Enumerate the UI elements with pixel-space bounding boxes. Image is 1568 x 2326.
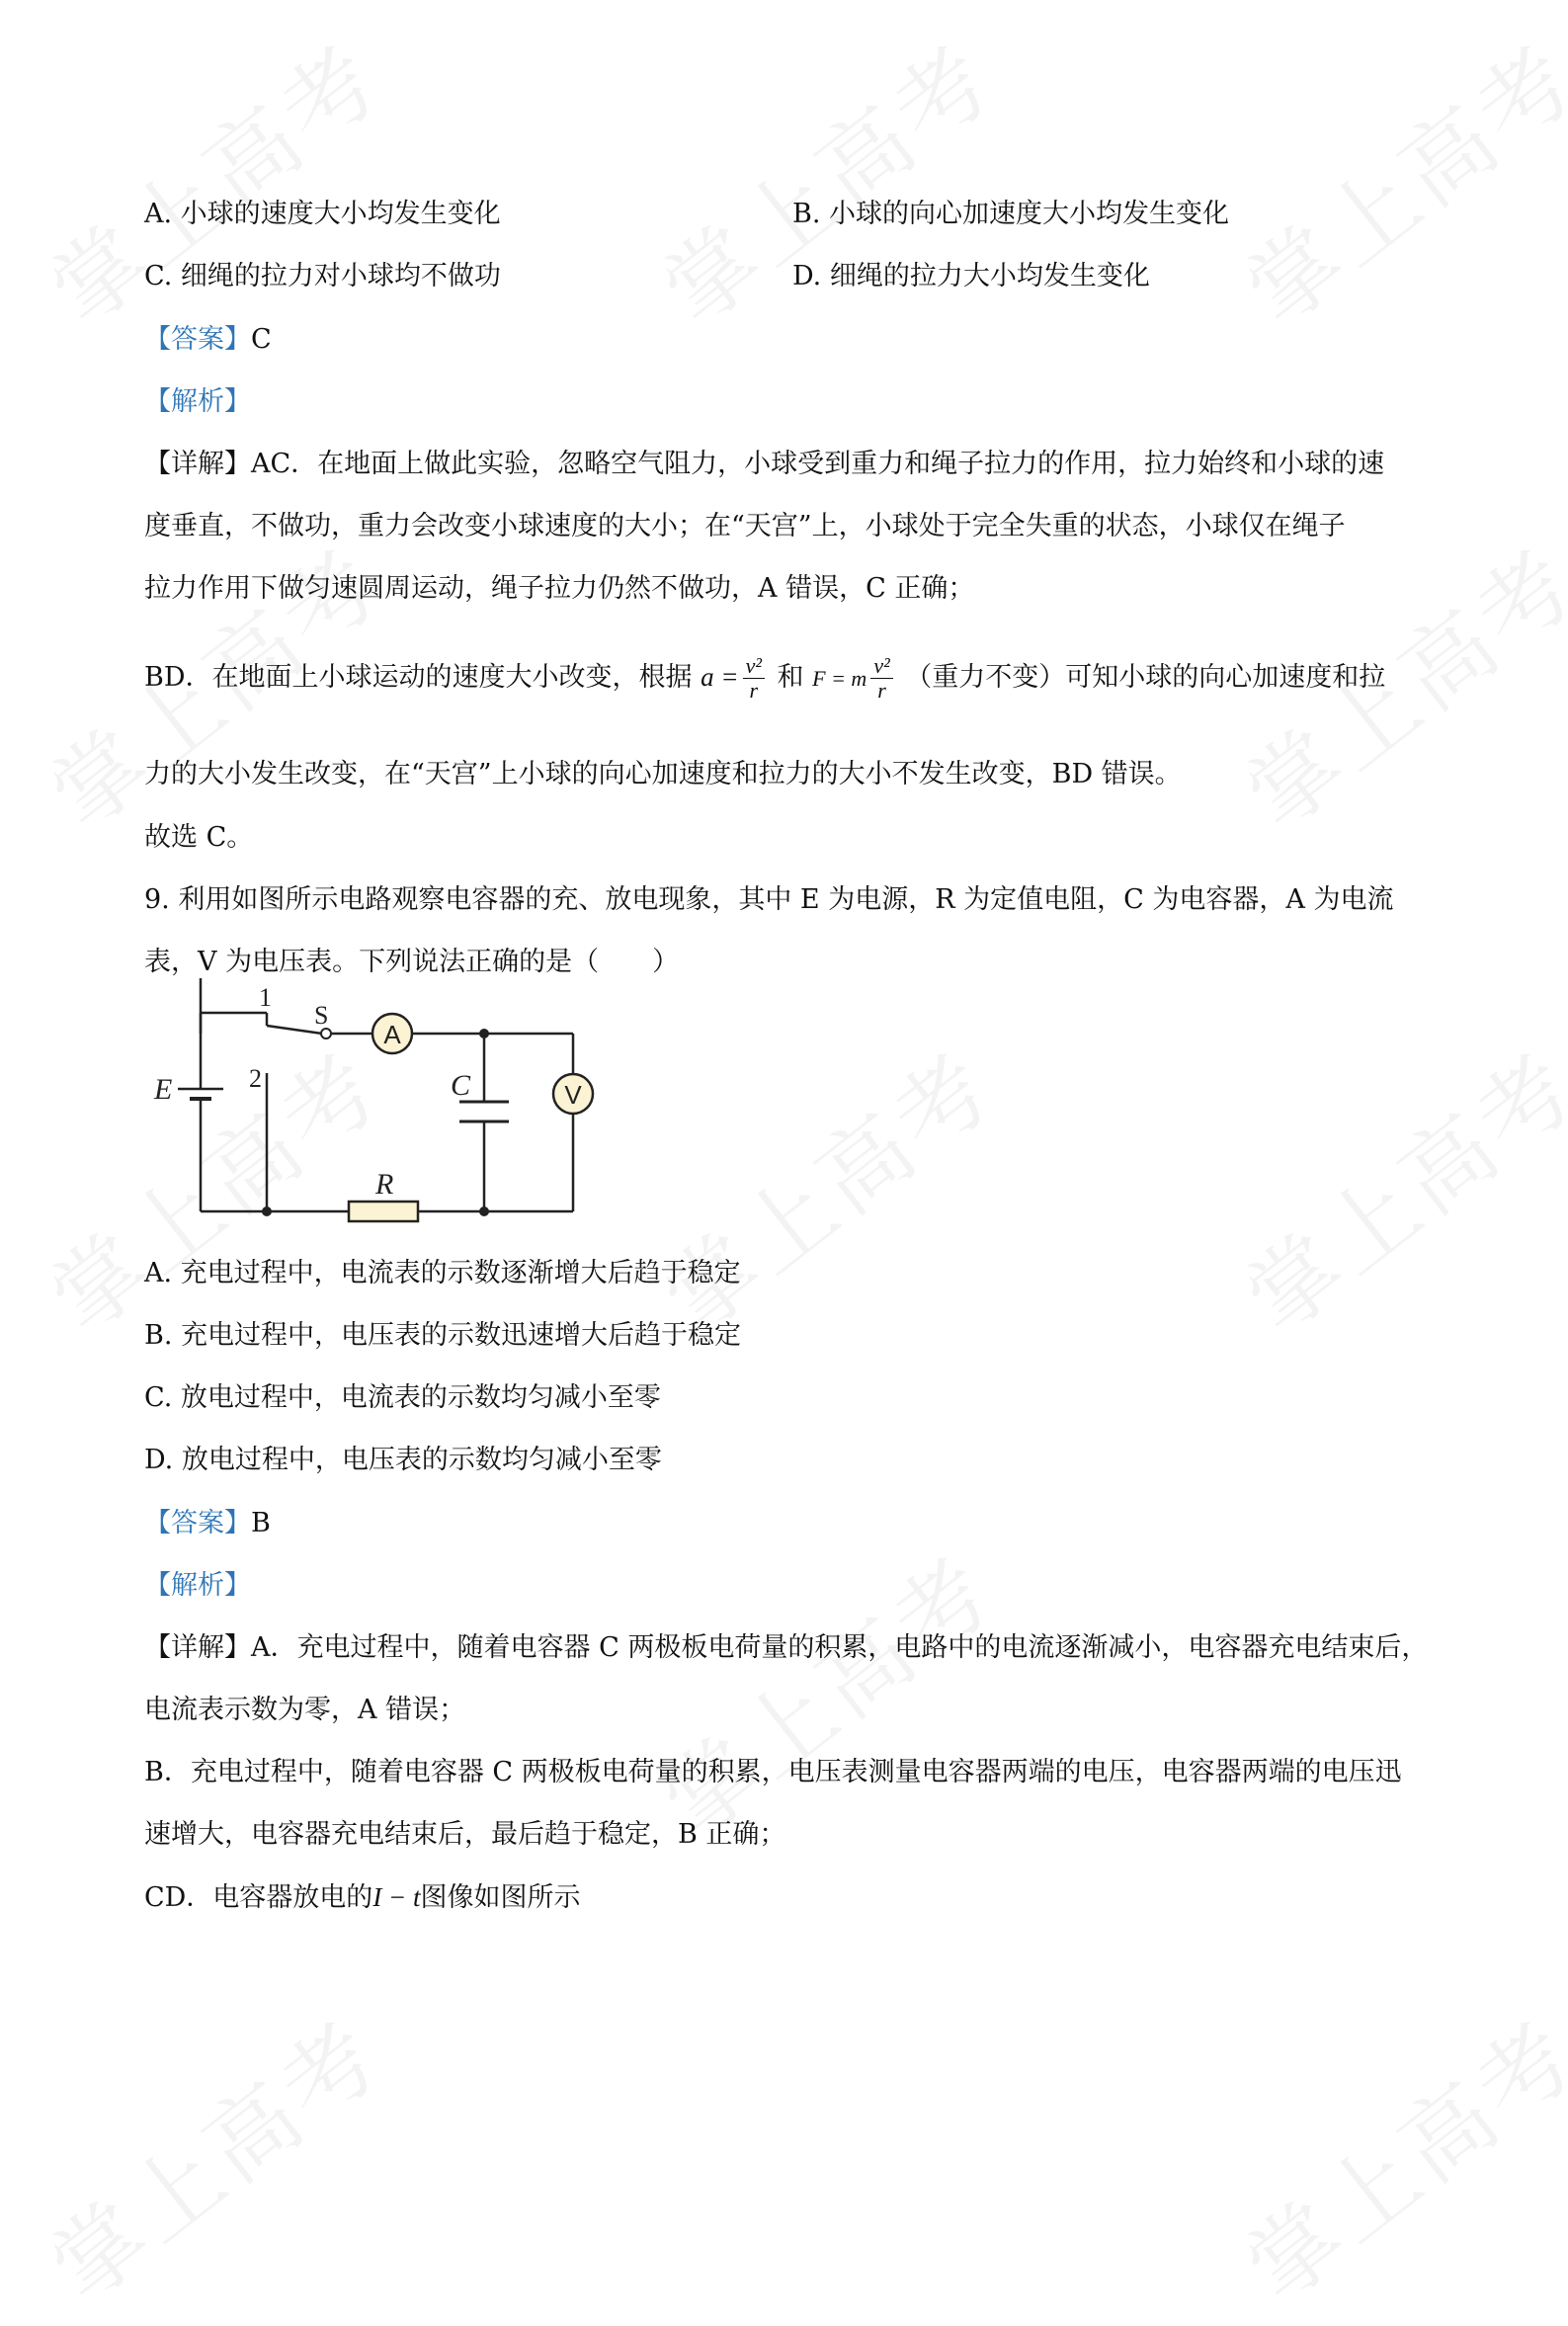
q8-option-a: A. 小球的速度大小均发生变化 <box>144 199 501 229</box>
cd-prefix: CD．电容器放电的 <box>144 1882 373 1913</box>
q9-detail-cd <box>144 1880 581 1915</box>
cd-math: I − t <box>372 1882 421 1912</box>
voltmeter-label: V <box>564 1080 582 1110</box>
q9-detail-b-line-1: B．充电过程中，随着电容器 C 两极板电荷量的积累，电压表测量电容器两端的电压，电容器两端的电压迅 <box>144 1757 1402 1787</box>
cd-suffix: 图像如图所示 <box>420 1882 581 1913</box>
detail-label: 【详解】 <box>144 449 251 479</box>
terminal-2-label: 2 <box>249 1064 262 1093</box>
q8-choose: 故选 C。 <box>144 822 254 853</box>
q9-detail-a-line-1 <box>144 1631 1428 1665</box>
terminal-1-label: 1 <box>259 983 272 1012</box>
detail-text: AC．在地面上做此实验，忽略空气阻力，小球受到重力和绳子拉力的作用，拉力始终和小球的速 <box>251 449 1385 479</box>
answer-label: 【答案】 <box>144 1508 251 1538</box>
q8-option-c: C. 细绳的拉力对小球均不做功 <box>144 261 501 291</box>
answer-value: B <box>251 1508 271 1538</box>
q8-option-b: B. 小球的向心加速度大小均发生变化 <box>792 199 1230 229</box>
q9-option-a: A. 充电过程中，电流表的示数逐渐增大后趋于稳定 <box>144 1258 741 1288</box>
switch-label: S <box>314 1001 329 1030</box>
q8-analysis-label: 【解析】 <box>144 386 251 417</box>
q9-option-b: B. 充电过程中，电压表的示数迅速增大后趋于稳定 <box>144 1320 742 1351</box>
formula-a-numerator: v² <box>743 654 765 679</box>
q8-detail-line-2: 度垂直，不做功，重力会改变小球速度的大小；在“天宫”上，小球处于完全失重的状态，小球仅在绳子 <box>144 511 1346 541</box>
answer-label: 【答案】 <box>144 324 251 355</box>
formula-f-fraction <box>870 654 892 703</box>
formula-a-lhs: a = <box>701 662 739 692</box>
q8-bd-line-1 <box>144 642 1385 713</box>
q8-detail-line-1 <box>144 448 1384 481</box>
detail-text: A．充电过程中，随着电容器 C 两极板电荷量的积累，电路中的电流逐渐减小，电容器充电结束后， <box>251 1632 1429 1663</box>
formula-f-lhs: F = m <box>812 666 867 691</box>
bd-prefix: BD．在地面上小球运动的速度大小改变，根据 <box>144 662 693 693</box>
q9-option-d: D. 放电过程中，电压表的示数均匀减小至零 <box>144 1445 662 1475</box>
capacitor-label: C <box>451 1069 471 1102</box>
q8-detail-line-3: 拉力作用下做匀速圆周运动，绳子拉力仍然不做功，A 错误，C 正确； <box>144 573 975 604</box>
q8-bd-line-2: 力的大小发生改变，在“天宫”上小球的向心加速度和拉力的大小不发生改变，BD 错误。 <box>144 759 1182 789</box>
formula-a-fraction <box>743 654 765 703</box>
formula-a-denominator: r <box>749 678 759 703</box>
q9-stem-line-1: 9. 利用如图所示电路观察电容器的充、放电现象，其中 E 为电源，R 为定值电阻，C 为电容器，A 为电流 <box>144 884 1394 915</box>
junction-dot <box>479 1206 489 1216</box>
resistor-symbol <box>349 1202 418 1221</box>
q9-analysis-label: 【解析】 <box>144 1570 251 1601</box>
answer-value: C <box>251 324 272 355</box>
q9-detail-b-line-2: 速增大，电容器充电结束后，最后趋于稳定，B 正确； <box>144 1819 786 1850</box>
detail-label: 【详解】 <box>144 1632 251 1663</box>
q8-option-d: D. 细绳的拉力大小均发生变化 <box>792 261 1150 291</box>
circuit-diagram <box>148 978 603 1235</box>
switch-pivot <box>321 1029 331 1038</box>
q8-answer <box>144 323 272 357</box>
formula-f-numerator: v² <box>870 654 892 679</box>
formula-f-denominator: r <box>877 678 886 703</box>
q9-stem-line-2: 表，V 为电压表。下列说法正确的是（ ） <box>144 947 680 977</box>
bd-suffix: （重力不变）可知小球的向心加速度和拉 <box>905 662 1386 693</box>
ammeter-label: A <box>383 1020 401 1049</box>
q9-detail-a-line-2: 电流表示数为零，A 错误； <box>144 1695 466 1725</box>
source-label: E <box>154 1073 173 1106</box>
q9-option-c: C. 放电过程中，电流表的示数均匀减小至零 <box>144 1382 661 1413</box>
q9-answer <box>144 1507 271 1540</box>
junction-dot <box>479 1029 489 1038</box>
resistor-label: R <box>375 1168 394 1201</box>
bd-and: 和 <box>777 662 804 693</box>
junction-dot <box>262 1206 272 1216</box>
